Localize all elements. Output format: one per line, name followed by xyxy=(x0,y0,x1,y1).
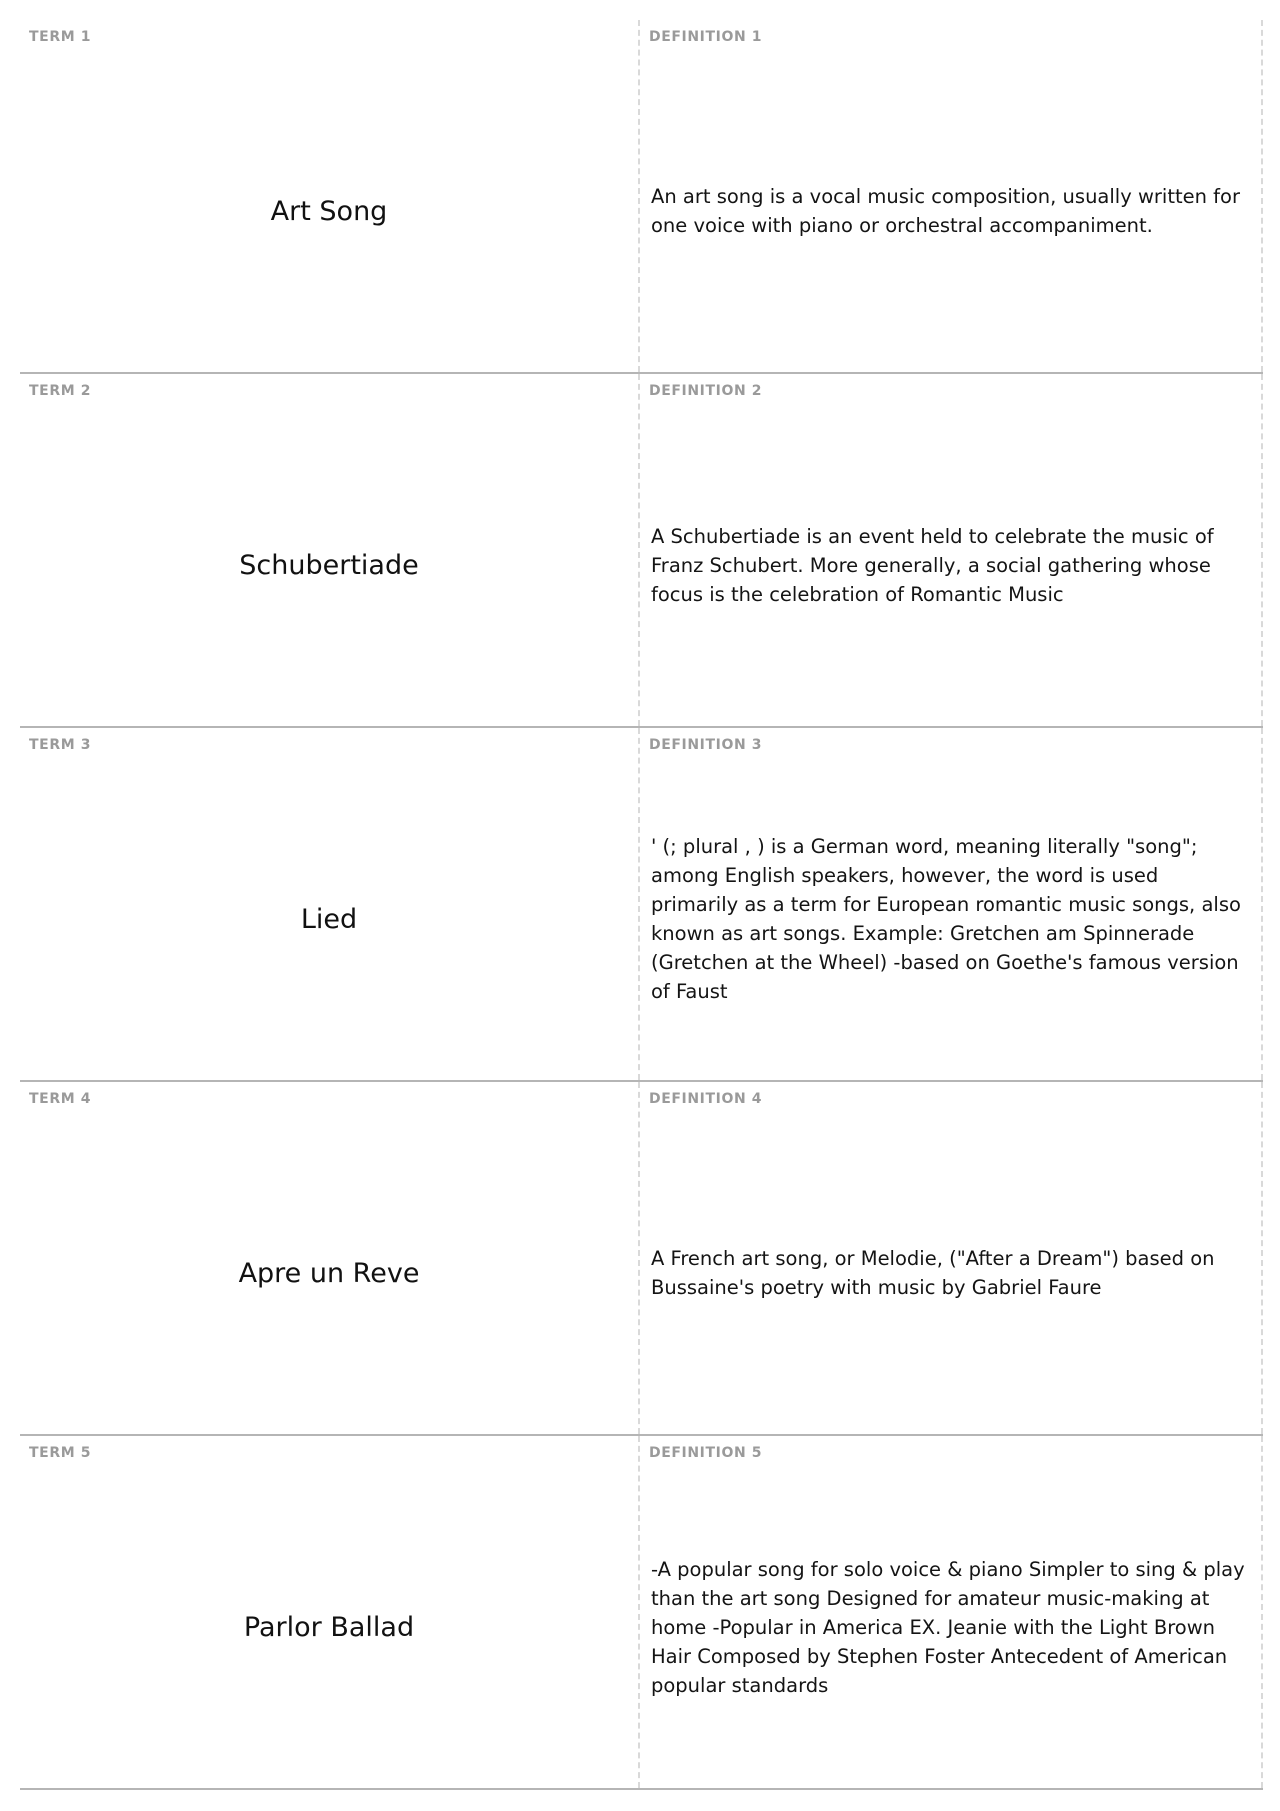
term-label: TERM 3 xyxy=(29,737,92,753)
definition-cell xyxy=(640,1082,1263,1434)
flashcard-row-3 xyxy=(20,728,1263,1082)
flashcard-row-1 xyxy=(20,20,1263,374)
term-label: TERM 2 xyxy=(29,383,92,399)
term-text: Lied xyxy=(300,903,358,935)
term-cell xyxy=(20,1082,640,1434)
definition-text: A French art song, or Melodie, ("After a Dream") based on Bussaine's poetry with music by Gabriel Faure xyxy=(651,1247,1215,1299)
definition-label: DEFINITION 3 xyxy=(649,737,763,753)
term-label: TERM 1 xyxy=(29,29,92,45)
flashcard-row-4 xyxy=(20,1082,1263,1436)
definition-label: DEFINITION 5 xyxy=(649,1445,763,1461)
definition-label: DEFINITION 4 xyxy=(649,1091,763,1107)
definition-cell xyxy=(640,20,1263,372)
term-label: TERM 4 xyxy=(29,1091,92,1107)
flashcard-row-2 xyxy=(20,374,1263,728)
flashcard-row-5 xyxy=(20,1436,1263,1790)
term-label: TERM 5 xyxy=(29,1445,92,1461)
term-text: Parlor Ballad xyxy=(243,1611,415,1643)
definition-text: An art song is a vocal music composition, usually written for one voice with piano or orchestral accompaniment. xyxy=(651,185,1240,237)
definition-cell xyxy=(640,374,1263,726)
definition-cell xyxy=(640,1436,1263,1788)
definition-text: -A popular song for solo voice & piano Simpler to sing & play than the art song Designed for amateur music-making at home -Popular in America EX. Jeanie with the Light Brown Hair Composed by Stephen Foster Antecedent of American popular standards xyxy=(651,1557,1245,1697)
definition-text: ' (; plural , ) is a German word, meaning literally "song"; among English speakers, however, the word is used primarily as a term for European romantic music songs, also known as art songs. Example: Gretchen am Spinnerade (Gretchen at the Wheel) -based on Goethe's famous version of Faust xyxy=(651,835,1241,1003)
term-cell xyxy=(20,374,640,726)
term-cell xyxy=(20,728,640,1080)
definition-text: A Schubertiade is an event held to celebrate the music of Franz Schubert. More generally, a social gathering whose focus is the celebration of Romantic Music xyxy=(651,524,1214,606)
term-text: Art Song xyxy=(270,195,388,227)
definition-label: DEFINITION 2 xyxy=(649,383,763,399)
term-text: Schubertiade xyxy=(239,549,419,581)
term-cell xyxy=(20,20,640,372)
term-text: Apre un Reve xyxy=(238,1257,420,1289)
definition-label: DEFINITION 1 xyxy=(649,29,763,45)
term-cell xyxy=(20,1436,640,1788)
definition-cell xyxy=(640,728,1263,1080)
flashcard-sheet xyxy=(20,20,1263,1790)
